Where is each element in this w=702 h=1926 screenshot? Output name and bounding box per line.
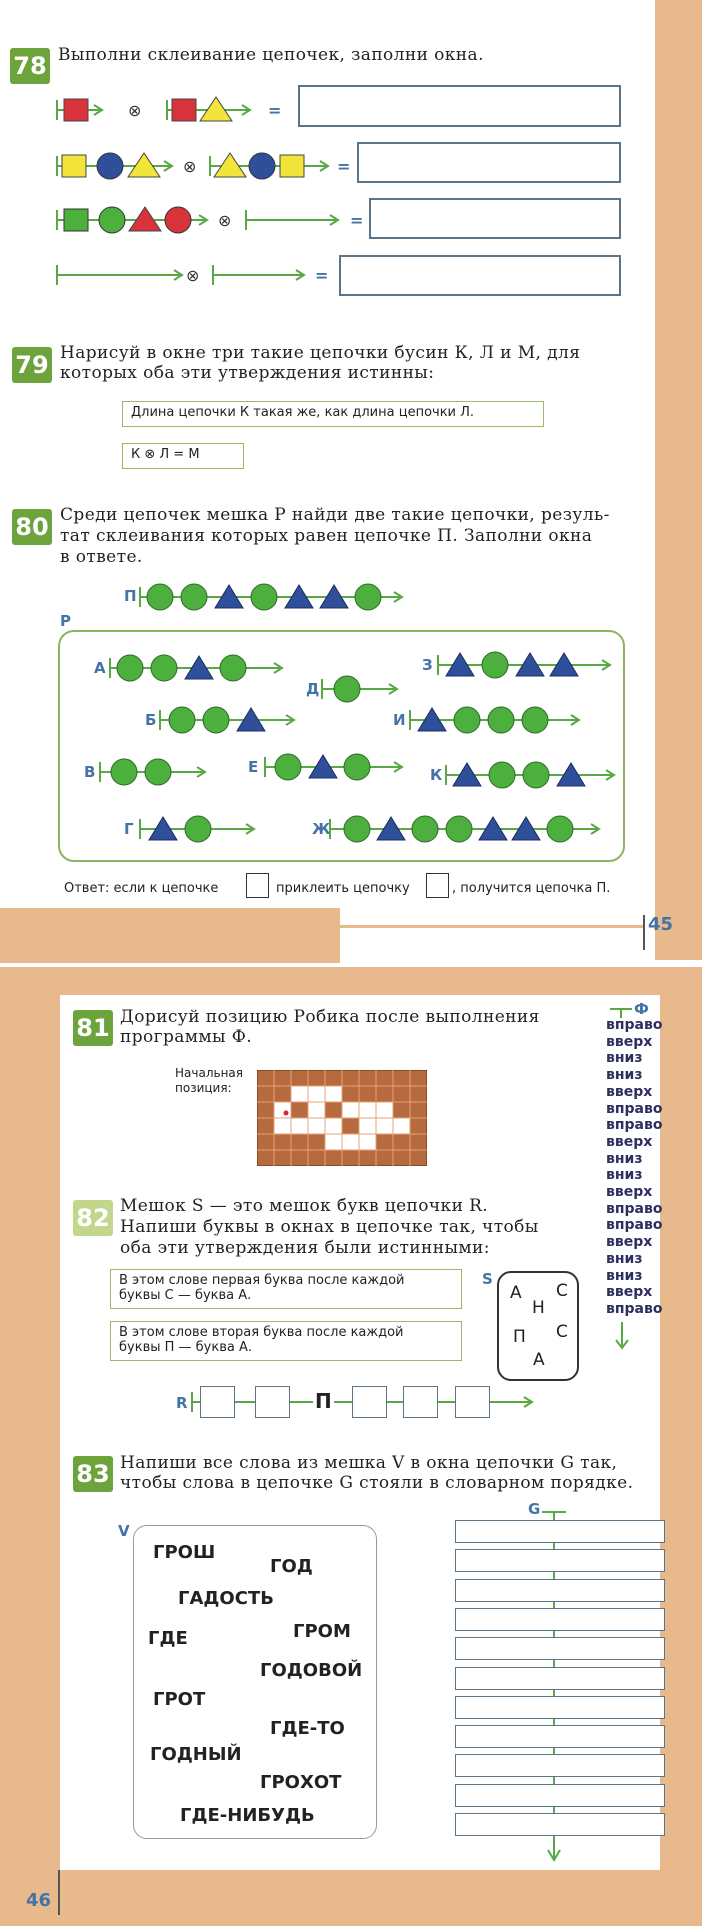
chain-E: [248, 754, 402, 780]
task78-answer-window-3[interactable]: [369, 198, 621, 239]
glue-operator: ⊗: [186, 266, 200, 285]
page45-bottom-strip: [0, 908, 340, 963]
task79-statement-1: Длина цепочки К такая же, как длина цепочки Л.: [122, 401, 544, 427]
chain-P: [124, 584, 402, 610]
grid-free-cell: [325, 1086, 342, 1102]
task-number-78: 78: [10, 48, 50, 84]
equals-sign: =: [315, 266, 329, 285]
page46-left-margin: [0, 967, 60, 1926]
bag-V-word: ГОДНЫЙ: [150, 1744, 242, 1765]
task-number-82: 82: [73, 1200, 113, 1236]
equals-sign: =: [268, 101, 282, 120]
bag-S-letter-5: С: [556, 1322, 568, 1342]
chain-Z: [422, 652, 610, 678]
chain-A: [94, 655, 282, 681]
chain-G-window[interactable]: [455, 1579, 665, 1602]
program-command: вверх: [606, 1083, 653, 1100]
bead-red-square: [64, 99, 88, 121]
task80-text-line1: Среди цепочек мешка Р найди две такие цепочки, резуль-: [60, 505, 610, 525]
task80-text-line3: в ответе.: [60, 547, 143, 567]
bead-green-circle: [99, 207, 125, 233]
bead-red-square: [172, 99, 196, 121]
task81-text-line2: программы Ф.: [120, 1027, 253, 1047]
bag-V-word: ГДЕ: [148, 1628, 188, 1649]
bag-S-letter-2: Н: [532, 1298, 545, 1318]
chain-G-window[interactable]: [455, 1754, 665, 1777]
task82-statement-1: [110, 1269, 462, 1309]
chain-R-window-5[interactable]: [455, 1386, 490, 1418]
grid-free-cell: [342, 1134, 359, 1150]
chain-R-window-1[interactable]: [200, 1386, 235, 1418]
bag-V-word: ГРОШ: [153, 1542, 216, 1563]
grid-free-cell: [359, 1134, 376, 1150]
task78-text: Выполни склеивание цепочек, заполни окна.: [58, 45, 484, 65]
task79-text-line2: которых оба эти утверждения истинны:: [60, 363, 435, 383]
program-command: вправо: [606, 1017, 663, 1033]
bag-V-word: ГОДОВОЙ: [260, 1660, 363, 1681]
bag-V-word: ГОД: [270, 1556, 313, 1577]
program-command: вправо: [606, 1100, 663, 1117]
task82-text-line3: оба эти утверждения были истинными:: [120, 1238, 490, 1258]
chain-G-window[interactable]: [455, 1696, 665, 1719]
task82-statement-2-line1: В этом слове вторая буква после каждой: [119, 1325, 404, 1340]
program-command: вниз: [606, 1067, 643, 1084]
task79-statement-2: К ⊗ Л = М: [122, 443, 244, 469]
program-command: вправо: [606, 1300, 663, 1317]
grid-free-cell: [342, 1102, 359, 1118]
grid-free-cell: [325, 1134, 342, 1150]
chain-D: [306, 676, 397, 702]
chain-G-window[interactable]: [455, 1549, 665, 1572]
chain-label-P: П: [124, 587, 137, 605]
task80-text-line2: тат склеивания которых равен цепочке П. Заполни окна: [60, 526, 593, 546]
page-number-divider-46: [58, 1870, 60, 1915]
grid-free-cell: [308, 1102, 325, 1118]
chain-B: [145, 707, 294, 733]
grid-free-cell: [359, 1118, 376, 1134]
bead-blue-circle: [249, 153, 275, 179]
program-command: вправо: [606, 1217, 663, 1234]
chain-G-window[interactable]: [455, 1608, 665, 1631]
task78-answer-window-4[interactable]: [339, 255, 621, 296]
glue-operator: ⊗: [218, 211, 232, 230]
grid-free-cell: [325, 1118, 342, 1134]
task-number-83: 83: [73, 1456, 113, 1492]
bag-V-label: V: [118, 1522, 130, 1540]
program-command: вверх: [606, 1284, 653, 1301]
grid-free-cell: [376, 1102, 393, 1118]
bead-red-circle: [165, 207, 191, 233]
grid-free-cell: [359, 1102, 376, 1118]
program-F-arrow: [614, 1322, 630, 1350]
program-command: вниз: [606, 1250, 643, 1267]
program-command: вверх: [606, 1033, 653, 1050]
chain-label-D: Д: [306, 680, 320, 698]
program-command: вверх: [606, 1184, 653, 1201]
program-command: вверх: [606, 1234, 653, 1251]
chain-label-E: Е: [248, 758, 259, 776]
bag-V-word: ГРОТ: [153, 1689, 206, 1710]
task80-answer-window-2[interactable]: [426, 873, 449, 898]
task80-answer-text-2: приклеить цепочку: [276, 881, 410, 896]
task-number-80: 80: [12, 509, 52, 545]
chain-G-window[interactable]: [455, 1520, 665, 1543]
glue-operator: ⊗: [183, 157, 197, 176]
bead-blue-circle: [97, 153, 123, 179]
chain-label-A: А: [94, 659, 106, 677]
task78-row3: [57, 207, 363, 233]
program-command: вправо: [606, 1200, 663, 1217]
grid-free-cell: [274, 1102, 291, 1118]
chain-R-label: R: [176, 1394, 188, 1412]
chain-G-window[interactable]: [455, 1637, 665, 1660]
page46-bottom-strip: [60, 1870, 702, 1926]
bead-yellow-square: [62, 155, 86, 177]
bag-label-P: Р: [60, 612, 71, 630]
task82-statement-1-line2: буквы С — буква А.: [119, 1288, 252, 1303]
page45-footer-line: [340, 925, 645, 928]
chain-V: [84, 759, 205, 785]
task81-text-line1: Дорисуй позицию Робика после выполнения: [120, 1007, 540, 1027]
program-command: вниз: [606, 1050, 643, 1067]
equals-sign: =: [350, 211, 364, 230]
task82-text-line1: Мешок S — это мешок букв цепочки R.: [120, 1196, 489, 1216]
chain-R-window-2[interactable]: [255, 1386, 290, 1418]
chain-G-window[interactable]: [455, 1813, 665, 1836]
start-position-label-1: Начальная: [175, 1066, 243, 1080]
chain-R-window-4[interactable]: [403, 1386, 438, 1418]
task83-text-line2: чтобы слова в цепочке G стояли в словарном порядке.: [120, 1473, 634, 1493]
program-command: вниз: [606, 1267, 643, 1284]
chain-R-window-3[interactable]: [352, 1386, 387, 1418]
grid-free-cell: [291, 1086, 308, 1102]
task80-answer-text-1: Ответ: если к цепочке: [64, 881, 219, 896]
equals-sign: =: [337, 157, 351, 176]
grid-free-cell: [376, 1118, 393, 1134]
grid-free-cell: [274, 1118, 291, 1134]
chain-G-window[interactable]: [455, 1667, 665, 1690]
program-command: вправо: [606, 1117, 663, 1134]
task-number-79: 79: [12, 347, 52, 383]
bag-V-word: ГРОХОТ: [260, 1772, 342, 1793]
grid-free-cell: [393, 1118, 410, 1134]
bag-S-letter-3: С: [556, 1281, 568, 1301]
chain-I: [393, 707, 579, 733]
task79-text-line1: Нарисуй в окне три такие цепочки бусин К, Л и М, для: [60, 343, 581, 363]
bag-S-letter-6: А: [533, 1350, 545, 1370]
program-F-commands: [606, 1017, 662, 1318]
chain-label-B: Б: [145, 711, 157, 729]
glue-operator: ⊗: [128, 101, 142, 120]
page45-right-margin: [655, 0, 702, 960]
bag-V-word: ГДЕ-НИБУДЬ: [180, 1805, 315, 1826]
task-number-81: 81: [73, 1010, 113, 1046]
task78-answer-window-2[interactable]: [357, 142, 621, 183]
program-command: вниз: [606, 1150, 643, 1167]
chain-label-I: И: [393, 711, 406, 729]
grid-free-cell: [308, 1086, 325, 1102]
task78-row4: [57, 265, 328, 285]
page-number-divider: [643, 915, 645, 950]
page-number-46: 46: [26, 1890, 52, 1911]
grid-free-cell: [308, 1118, 325, 1134]
page46-top-strip: [60, 967, 702, 995]
chain-K: [430, 762, 614, 788]
chain-G-window[interactable]: [455, 1784, 665, 1807]
bag-S-letter-4: П: [513, 1327, 526, 1347]
chain-label-V: В: [84, 763, 96, 781]
task82-statement-1-line1: В этом слове первая буква после каждой: [119, 1273, 405, 1288]
bead-yellow-square: [280, 155, 304, 177]
bag-S-label: S: [482, 1270, 493, 1288]
bag-V-word: ГАДОСТЬ: [178, 1588, 274, 1609]
bead-green-square: [64, 209, 88, 231]
bag-V-word: ГРОМ: [293, 1621, 351, 1642]
grid-free-cell: [291, 1118, 308, 1134]
chain-G-label: G: [528, 1500, 541, 1518]
program-command: вверх: [606, 1133, 653, 1150]
robik-grid: [257, 1070, 427, 1166]
page-number-45: 45: [648, 914, 674, 935]
task80-answer-window-1[interactable]: [246, 873, 269, 898]
chain-G-window[interactable]: [455, 1725, 665, 1748]
task80-answer-text-3: , получится цепочка П.: [452, 881, 611, 896]
task82-statement-2: [110, 1321, 462, 1361]
task82-text-line2: Напиши буквы в окнах в цепочке так, чтобы: [120, 1217, 539, 1237]
task82-statement-2-line2: буквы П — буква А.: [119, 1340, 253, 1355]
page46-right-strip: [660, 967, 702, 1926]
task83-text-line1: Напиши все слова из мешка V в окна цепочки G так,: [120, 1453, 618, 1473]
chain-label-G: Г: [124, 820, 134, 838]
chain-label-K: К: [430, 766, 443, 784]
start-position-label-2: позиция:: [175, 1081, 232, 1095]
task78-row1: [57, 97, 281, 121]
program-command: вниз: [606, 1167, 643, 1184]
chain-Zh: [312, 816, 599, 842]
robik-start-marker: [284, 1111, 289, 1116]
chain-R-given-letter: П: [315, 1389, 332, 1413]
chain-label-Z: З: [422, 656, 433, 674]
task78-answer-window-1[interactable]: [298, 85, 621, 127]
program-F-label: Ф: [634, 1000, 649, 1018]
task78-row2: [57, 153, 350, 179]
bag-S-letter-1: А: [510, 1283, 522, 1303]
task80-chains: [0, 570, 660, 860]
bag-V-word: ГДЕ-ТО: [270, 1718, 345, 1739]
chain-label-Zh: Ж: [312, 820, 331, 838]
chain-G: [124, 816, 254, 842]
